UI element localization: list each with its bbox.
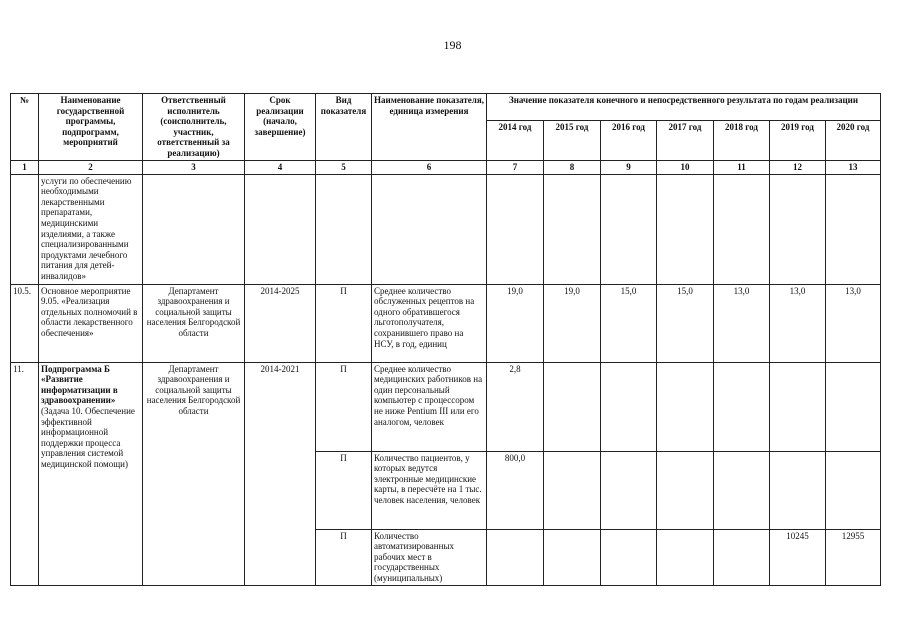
row-name: Основное мероприятие 9.05. «Реализация отдельных полномочий в области лекарственного обеспечения» — [39, 284, 143, 362]
row-number: 10.5. — [11, 284, 39, 362]
header-values: Значение показателя конечного и непосредственного результата по годам реализации — [487, 94, 881, 121]
row-executor: Департамент здравоохранения и социальной защиты населения Белгородской области — [143, 362, 245, 585]
value-cell — [714, 451, 770, 529]
column-number: 3 — [143, 160, 245, 174]
value-cell: 19,0 — [544, 284, 601, 362]
row-type: П — [316, 529, 372, 585]
header-year: 2020 год — [826, 121, 881, 160]
value-cell: 13,0 — [770, 284, 826, 362]
value-cell — [544, 362, 601, 451]
value-cell: 12955 — [826, 529, 881, 585]
value-cell: 15,0 — [657, 284, 714, 362]
value-cell — [657, 529, 714, 585]
column-number: 11 — [714, 160, 770, 174]
header-num: № — [11, 94, 39, 161]
value-cell — [657, 451, 714, 529]
value-cell — [601, 529, 657, 585]
header-indicator: Наименование показателя, единица измерения — [372, 94, 487, 161]
header-year: 2018 год — [714, 121, 770, 160]
value-cell: 10245 — [770, 529, 826, 585]
page-number: 198 — [443, 38, 462, 52]
header-executor: Ответственный исполнитель (соисполнитель, участник, ответственный за реализацию) — [143, 94, 245, 161]
value-cell — [544, 529, 601, 585]
row-indicator: Среднее количество обслуженных рецептов на одного обратившегося льготополучателя, сохранившего право на НСУ, в год, единиц — [372, 284, 487, 362]
row-type: П — [316, 451, 372, 529]
value-cell — [770, 362, 826, 451]
row-indicator: Количество автоматизированных рабочих мест в государственных (муниципальных) — [372, 529, 487, 585]
header-year: 2019 год — [770, 121, 826, 160]
column-number: 10 — [657, 160, 714, 174]
value-cell — [601, 451, 657, 529]
header-year: 2015 год — [544, 121, 601, 160]
header-term: Срок реализации (начало, завершение) — [245, 94, 316, 161]
value-cell: 13,0 — [714, 284, 770, 362]
column-number: 4 — [245, 160, 316, 174]
row-executor: Департамент здравоохранения и социальной защиты населения Белгородской области — [143, 284, 245, 362]
column-number: 7 — [487, 160, 544, 174]
value-cell — [487, 529, 544, 585]
column-number: 5 — [316, 160, 372, 174]
table-row — [11, 174, 881, 284]
table-row — [11, 284, 881, 362]
value-cell — [826, 362, 881, 451]
value-cell — [826, 451, 881, 529]
value-cell — [601, 362, 657, 451]
column-number: 8 — [544, 160, 601, 174]
row-term: 2014-2025 — [245, 284, 316, 362]
column-number: 13 — [826, 160, 881, 174]
column-number: 12 — [770, 160, 826, 174]
value-cell — [714, 362, 770, 451]
value-cell — [770, 451, 826, 529]
results-table — [10, 93, 881, 586]
row-indicator: Количество пациентов, у которых ведутся электронные медицинские карты, в пересчёте на 1 тыс. человек населения, человек — [372, 451, 487, 529]
header-type: Вид показателя — [316, 94, 372, 161]
row-type: П — [316, 362, 372, 451]
header-row — [11, 94, 881, 121]
value-cell — [544, 451, 601, 529]
header-year: 2017 год — [657, 121, 714, 160]
row-type: П — [316, 284, 372, 362]
value-cell: 15,0 — [601, 284, 657, 362]
value-cell — [657, 362, 714, 451]
subprogram-task: (Задача 10. Обеспечение эффективной информационной поддержки процесса управления системой медицинской помощи) — [41, 405, 135, 469]
subprogram-title: Подпрограмма Б «Развитие информатизации в здравоохранении» — [41, 363, 118, 406]
row-number: 11. — [11, 362, 39, 585]
column-number: 1 — [11, 160, 39, 174]
row-term: 2014-2021 — [245, 362, 316, 585]
value-cell: 2,8 — [487, 362, 544, 451]
continuation-name: услуги по обеспечению необходимыми лекарственными препаратами, медицинскими изделиями, а также специализированными продуктами лечебного питания для детей-инвалидов» — [39, 174, 143, 284]
table-row — [11, 362, 881, 451]
value-cell: 13,0 — [826, 284, 881, 362]
column-number: 9 — [601, 160, 657, 174]
column-number: 6 — [372, 160, 487, 174]
header-year: 2014 год — [487, 121, 544, 160]
value-cell: 19,0 — [487, 284, 544, 362]
value-cell — [714, 529, 770, 585]
row-indicator: Среднее количество медицинских работников на один персональный компьютер с процессором не ниже Pentium III или его аналогом, человек — [372, 362, 487, 451]
header-year: 2016 год — [601, 121, 657, 160]
column-number: 2 — [39, 160, 143, 174]
row-name — [39, 362, 143, 585]
value-cell: 800,0 — [487, 451, 544, 529]
header-name: Наименование государственной программы, подпрограмм, мероприятий — [39, 94, 143, 161]
column-numbers-row — [11, 160, 881, 174]
